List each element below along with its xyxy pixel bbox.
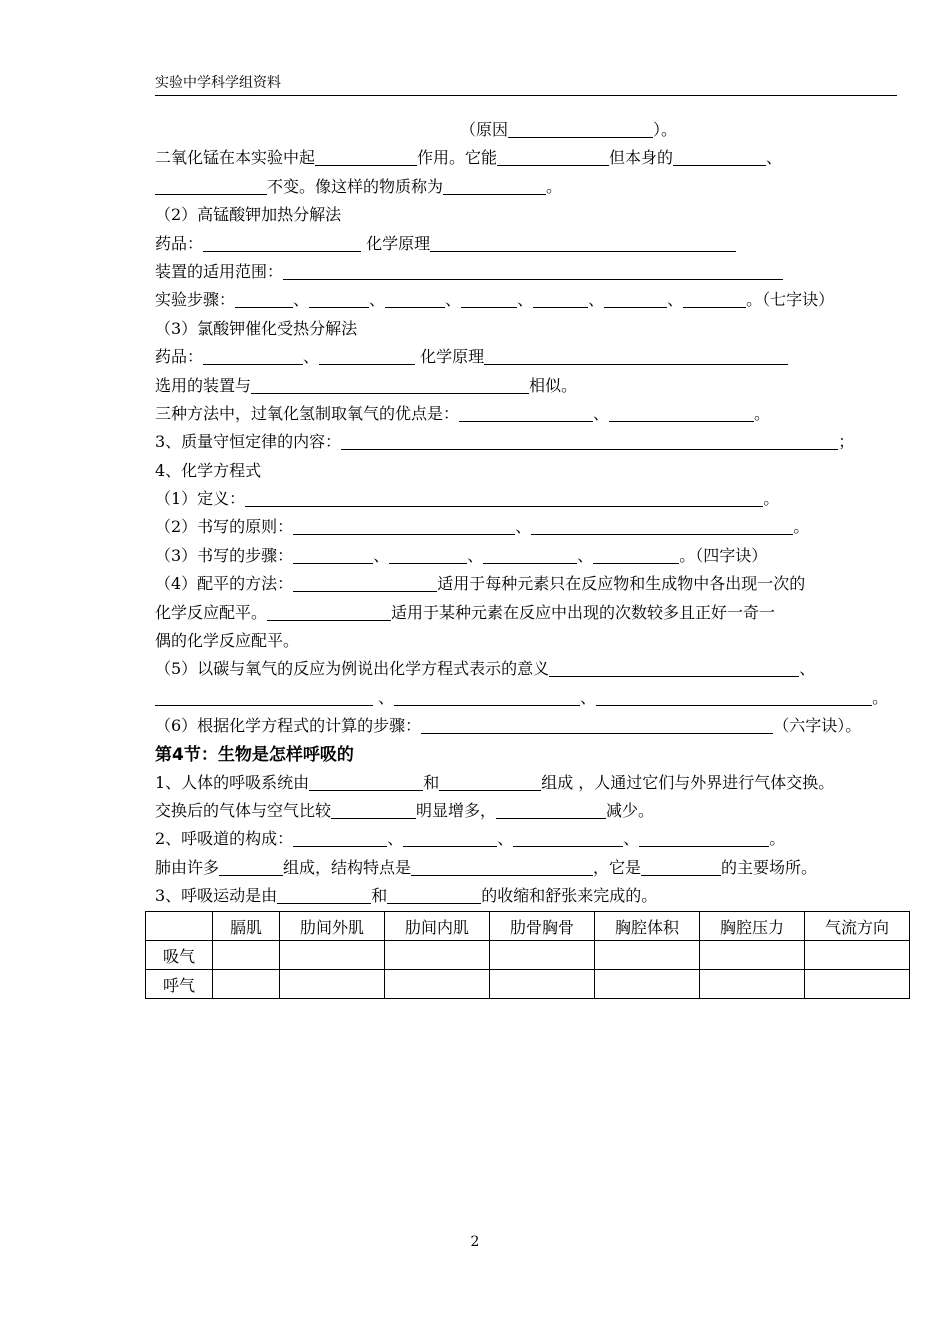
- answer-blank[interactable]: [283, 262, 783, 280]
- text: 明显增多，: [416, 800, 497, 820]
- text: 不变。像这样的物质称为: [267, 176, 444, 196]
- answer-blank[interactable]: [394, 688, 580, 706]
- table-cell[interactable]: [700, 941, 805, 970]
- table-row: [146, 941, 910, 970]
- row-label-inhale: 吸气: [146, 941, 213, 970]
- line-writing-steps: [155, 542, 897, 570]
- line-kclo3-title: （3）氯酸钾催化受热分解法: [155, 318, 358, 338]
- line-calculation: [155, 712, 897, 740]
- line-steps: [155, 286, 897, 314]
- line-reason: [155, 116, 897, 144]
- answer-blank[interactable]: [513, 829, 623, 847]
- line-meaning-1: [155, 655, 897, 683]
- answer-blank[interactable]: [203, 347, 303, 365]
- answer-blank[interactable]: [596, 688, 872, 706]
- line-respiratory-system: [155, 769, 897, 797]
- answer-blank[interactable]: [609, 404, 754, 422]
- answer-blank[interactable]: [245, 489, 763, 507]
- page-number: 2: [470, 1234, 480, 1250]
- answer-blank[interactable]: [389, 546, 467, 564]
- line-meaning-2: [155, 684, 897, 712]
- answer-blank[interactable]: [341, 432, 838, 450]
- separator: 、: [588, 290, 605, 310]
- text: 。: [546, 176, 563, 196]
- text: ，它是: [593, 857, 642, 877]
- answer-blank[interactable]: [439, 773, 541, 791]
- answer-blank[interactable]: [411, 858, 593, 876]
- text: 药品：: [155, 347, 204, 367]
- text: 。（七字诀）: [746, 290, 835, 310]
- table-cell[interactable]: [805, 941, 910, 970]
- text: （6）根据化学方程式的计算的步骤：: [155, 716, 422, 736]
- line-conservation-law: [155, 428, 897, 456]
- answer-blank[interactable]: [604, 290, 667, 308]
- text: 。: [793, 517, 810, 537]
- worksheet-body: [155, 116, 897, 911]
- answer-blank[interactable]: [251, 376, 529, 394]
- text: （3）书写的步骤：: [155, 545, 294, 565]
- answer-blank[interactable]: [461, 290, 517, 308]
- table-header-cell: 膈肌: [213, 912, 280, 941]
- separator: 、: [593, 403, 610, 423]
- answer-blank[interactable]: [309, 773, 423, 791]
- text: 3、质量守恒定律的内容：: [155, 432, 342, 452]
- answer-blank[interactable]: [331, 801, 416, 819]
- answer-blank[interactable]: [315, 148, 417, 166]
- table-cell[interactable]: [595, 970, 700, 999]
- table-cell[interactable]: [490, 941, 595, 970]
- text: 。: [763, 489, 780, 509]
- text: 组成，结构特点是: [283, 857, 412, 877]
- text: 适用于某种元素在反应中出现的次数较多且正好一奇一: [391, 602, 776, 622]
- table-cell[interactable]: [385, 941, 490, 970]
- answer-blank[interactable]: [683, 290, 746, 308]
- answer-blank[interactable]: [387, 886, 481, 904]
- separator: 、: [515, 517, 532, 537]
- separator: 、: [577, 545, 594, 565]
- text: 药品：: [155, 233, 204, 253]
- table-header-cell: [146, 912, 213, 941]
- answer-blank[interactable]: [639, 829, 769, 847]
- text: 1、人体的呼吸系统由: [155, 772, 310, 792]
- line-kmno4-drug: [155, 230, 897, 258]
- line-apparatus-similar: [155, 372, 897, 400]
- table-header-cell: 胸腔压力: [700, 912, 805, 941]
- answer-blank[interactable]: [496, 801, 606, 819]
- answer-blank[interactable]: [549, 659, 799, 677]
- answer-blank[interactable]: [403, 829, 497, 847]
- text: （六字诀）。: [773, 716, 862, 736]
- line-mno2: [155, 144, 897, 172]
- text: （2）书写的原则：: [155, 517, 294, 537]
- text: 化学原理: [420, 347, 485, 367]
- text: 。（四字诀）: [679, 545, 768, 565]
- separator: 、: [580, 687, 597, 707]
- line-h2o2-advantage: [155, 400, 897, 428]
- answer-blank[interactable]: [235, 290, 293, 308]
- separator: 、: [445, 290, 462, 310]
- row-label-exhale: 呼气: [146, 970, 213, 999]
- table-header-cell: 气流方向: [805, 912, 910, 941]
- answer-blank[interactable]: [293, 517, 515, 535]
- answer-blank[interactable]: [203, 234, 361, 252]
- answer-blank[interactable]: [593, 546, 679, 564]
- answer-blank[interactable]: [319, 347, 415, 365]
- answer-blank[interactable]: [219, 858, 283, 876]
- answer-blank[interactable]: [459, 404, 593, 422]
- table-cell[interactable]: [385, 970, 490, 999]
- text: 减少。: [606, 800, 655, 820]
- answer-blank[interactable]: [155, 177, 267, 195]
- section-title: 第4节：生物是怎样呼吸的: [155, 744, 354, 765]
- text: 三种方法中，过氧化氢制取氧气的优点是：: [155, 403, 460, 423]
- text: 的收缩和舒张来完成的。: [481, 886, 658, 906]
- text: 但本身的: [609, 148, 674, 168]
- text: 、: [799, 659, 816, 679]
- separator: 、: [623, 829, 640, 849]
- text: 。: [872, 687, 889, 707]
- answer-blank[interactable]: [267, 603, 391, 621]
- table-cell[interactable]: [280, 970, 385, 999]
- line-lung: [155, 854, 897, 882]
- text: 和: [371, 886, 388, 906]
- answer-blank[interactable]: [385, 290, 445, 308]
- table-cell[interactable]: [213, 970, 280, 999]
- text: ；: [838, 432, 855, 452]
- text: 选用的装置与: [155, 375, 252, 395]
- text: （原因: [460, 120, 509, 139]
- line-principles: [155, 513, 897, 541]
- text: 交换后的气体与空气比较: [155, 800, 332, 820]
- answer-blank[interactable]: [508, 120, 653, 138]
- separator: 、: [667, 290, 684, 310]
- table-row: [146, 970, 910, 999]
- line-kmno4-title: （2）高锰酸钾加热分解法: [155, 205, 342, 225]
- text: 。: [754, 403, 771, 423]
- line-gas-compare: [155, 797, 897, 825]
- page-header: 实验中学科学组资料: [155, 74, 897, 96]
- separator: 、: [373, 545, 390, 565]
- text: （1）定义：: [155, 489, 246, 509]
- line-breathing-movement: [155, 882, 897, 910]
- text: 的主要场所。: [721, 857, 818, 877]
- separator: 、: [369, 290, 386, 310]
- text: 和: [423, 772, 440, 792]
- separator: 、: [378, 687, 395, 707]
- text: 3、呼吸运动是由: [155, 886, 278, 906]
- separator: 、: [467, 545, 484, 565]
- answer-blank[interactable]: [673, 148, 766, 166]
- text: 、: [766, 148, 783, 168]
- text: 二氧化锰在本实验中起: [155, 148, 316, 168]
- text: 装置的适用范围：: [155, 261, 284, 281]
- line-definition: [155, 485, 897, 513]
- answer-blank[interactable]: [497, 148, 609, 166]
- text: 相似。: [529, 375, 578, 395]
- table-cell[interactable]: [213, 941, 280, 970]
- table-header-cell: 胸腔体积: [595, 912, 700, 941]
- separator: 、: [517, 290, 534, 310]
- table-cell[interactable]: [595, 941, 700, 970]
- table-header-cell: 肋间内肌: [385, 912, 490, 941]
- text: 适用于每种元素只在反应物和生成物中各出现一次的: [437, 574, 806, 594]
- answer-blank[interactable]: [421, 716, 773, 734]
- answer-blank[interactable]: [277, 886, 371, 904]
- table-header-cell: 肋间外肌: [280, 912, 385, 941]
- separator: 、: [387, 829, 404, 849]
- line-apparatus-scope: [155, 258, 897, 286]
- separator: 、: [303, 347, 320, 367]
- line-kclo3-drug: [155, 343, 897, 371]
- table-cell[interactable]: [805, 970, 910, 999]
- separator: 、: [293, 290, 310, 310]
- text: （5）以碳与氧气的反应为例说出化学方程式表示的意义: [155, 659, 550, 679]
- table-cell[interactable]: [280, 941, 385, 970]
- answer-blank[interactable]: [293, 546, 373, 564]
- text: 化学原理: [366, 233, 431, 253]
- answer-blank[interactable]: [641, 858, 721, 876]
- table-header-cell: 肋骨胸骨: [490, 912, 595, 941]
- answer-blank[interactable]: [430, 234, 736, 252]
- text: 实验步骤：: [155, 290, 236, 310]
- table-cell[interactable]: [490, 970, 595, 999]
- line-balancing-1: [155, 570, 897, 598]
- text: 作用。它能: [417, 148, 498, 168]
- breathing-table: [145, 911, 910, 999]
- text: 化学反应配平。: [155, 602, 268, 622]
- answer-blank[interactable]: [443, 177, 546, 195]
- answer-blank[interactable]: [484, 347, 788, 365]
- answer-blank[interactable]: [483, 546, 577, 564]
- text: 肺由许多: [155, 857, 220, 877]
- line-catalyst: [155, 173, 897, 201]
- separator: 、: [497, 829, 514, 849]
- answer-blank[interactable]: [293, 574, 437, 592]
- text: （4）配平的方法：: [155, 574, 294, 594]
- line-airway: [155, 825, 897, 853]
- table-cell[interactable]: [700, 970, 805, 999]
- answer-blank[interactable]: [531, 517, 793, 535]
- text: 2、呼吸道的构成：: [155, 829, 294, 849]
- table-header-row: [146, 912, 910, 941]
- line-balancing-2: [155, 599, 897, 627]
- line-balancing-3: 偶的化学反应配平。: [155, 631, 300, 651]
- line-equation-title: 4、化学方程式: [155, 460, 262, 480]
- answer-blank[interactable]: [533, 290, 588, 308]
- text: 。: [769, 829, 786, 849]
- answer-blank[interactable]: [293, 829, 387, 847]
- answer-blank[interactable]: [309, 290, 369, 308]
- text: ）。: [653, 120, 678, 139]
- text: 组成 ，人通过它们与外界进行气体交换。: [541, 772, 835, 792]
- answer-blank[interactable]: [155, 688, 373, 706]
